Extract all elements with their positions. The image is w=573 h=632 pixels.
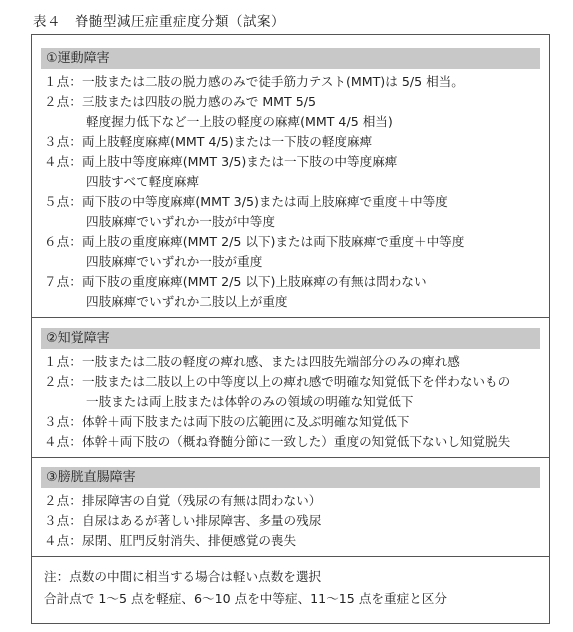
list-item bbox=[41, 132, 540, 152]
section-header: ①運動障害 bbox=[41, 48, 540, 69]
score-label: ２点： bbox=[44, 374, 82, 389]
score-label: ３点： bbox=[44, 134, 82, 149]
criteria-text: 一肢または二肢の軽度の痺れ感、または四肢先端部分のみの痺れ感 bbox=[82, 354, 460, 369]
criteria-text: 両上肢軽度麻痺(MMT 4/5)または一下肢の軽度麻痺 bbox=[82, 134, 373, 149]
score-label: ２点： bbox=[44, 94, 82, 109]
score-label: １点： bbox=[44, 354, 82, 369]
list-item bbox=[41, 92, 540, 112]
criteria-text: 両下肢の中等度麻痺(MMT 3/5)または両上肢麻痺で重度＋中等度 bbox=[82, 194, 448, 209]
section-divider bbox=[32, 556, 549, 557]
section-header: ③膀胱直腸障害 bbox=[41, 467, 540, 488]
score-label: ４点： bbox=[44, 533, 82, 548]
list-item bbox=[41, 432, 540, 452]
section-divider bbox=[32, 457, 549, 458]
criteria-text: 自尿はあるが著しい排尿障害、多量の残尿 bbox=[82, 513, 322, 528]
score-label: ３点： bbox=[44, 414, 82, 429]
score-label: ４点： bbox=[44, 154, 82, 169]
sensory-section bbox=[41, 328, 540, 452]
section-header: ②知覚障害 bbox=[41, 328, 540, 349]
score-label: ２点： bbox=[44, 493, 82, 508]
criteria-text: 尿閉、肛門反射消失、排便感覚の喪失 bbox=[82, 533, 297, 548]
score-label: ６点： bbox=[44, 234, 82, 249]
score-label: ３点： bbox=[44, 513, 82, 528]
list-item bbox=[41, 152, 540, 172]
score-label: ４点： bbox=[44, 434, 82, 449]
motor-section bbox=[41, 48, 540, 312]
criteria-text: 両上肢の重度麻痺(MMT 2/5 以下)または両下肢麻痺で重度＋中等度 bbox=[82, 234, 465, 249]
list-item bbox=[41, 372, 540, 392]
table-caption: 表４ 脊髄型減圧症重症度分類（試案） bbox=[33, 14, 285, 30]
list-item bbox=[41, 412, 540, 432]
footnote-line: 注：点数の中間に相当する場合は軽い点数を選択 bbox=[44, 569, 322, 584]
score-label: ５点： bbox=[44, 194, 82, 209]
criteria-text: 両下肢の重度麻痺(MMT 2/5 以下)上肢麻痺の有無は問わない bbox=[82, 274, 427, 289]
section-divider bbox=[32, 317, 549, 318]
criteria-text: 体幹＋両下肢の（概ね脊髄分節に一致した）重度の知覚低下ないし知覚脱失 bbox=[82, 434, 511, 449]
criteria-text: 三肢または四肢の脱力感のみで MMT 5/5 bbox=[82, 94, 317, 109]
footnote-line: 合計点で 1～5 点を軽症、6～10 点を中等症、11～15 点を重症と区分 bbox=[44, 591, 447, 606]
list-item bbox=[41, 192, 540, 212]
list-item bbox=[41, 491, 540, 511]
criteria-text: 四肢麻痺でいずれか二肢以上が重度 bbox=[86, 294, 288, 309]
list-item bbox=[41, 531, 540, 551]
criteria-text: 両上肢中等度麻痺(MMT 3/5)または一下肢の中等度麻痺 bbox=[82, 154, 398, 169]
severity-table bbox=[31, 34, 550, 624]
score-label: ７点： bbox=[44, 274, 82, 289]
score-label: １点： bbox=[44, 74, 82, 89]
bladder-bowel-section bbox=[41, 467, 540, 551]
list-item bbox=[41, 272, 540, 292]
list-item bbox=[41, 511, 540, 531]
footnote bbox=[44, 566, 447, 610]
list-item bbox=[41, 232, 540, 252]
criteria-text: 軽度握力低下など一上肢の軽度の麻痺(MMT 4/5 相当) bbox=[86, 114, 393, 129]
criteria-text: 体幹＋両下肢または両下肢の広範囲に及ぶ明確な知覚低下 bbox=[82, 414, 410, 429]
criteria-text: 一肢または両上肢または体幹のみの領域の明確な知覚低下 bbox=[86, 394, 414, 409]
list-item bbox=[41, 352, 540, 372]
list-item bbox=[41, 72, 540, 92]
criteria-text: 四肢すべて軽度麻痺 bbox=[86, 174, 200, 189]
criteria-text: 排尿障害の自覚（残尿の有無は問わない） bbox=[82, 493, 322, 508]
criteria-text: 一肢または二肢の脱力感のみで徒手筋力テスト(MMT)は 5/5 相当。 bbox=[82, 74, 464, 89]
criteria-text: 四肢麻痺でいずれか一肢が中等度 bbox=[86, 214, 275, 229]
criteria-text: 一肢または二肢以上の中等度以上の痺れ感で明確な知覚低下を伴わないもの bbox=[82, 374, 511, 389]
criteria-text: 四肢麻痺でいずれか一肢が重度 bbox=[86, 254, 263, 269]
